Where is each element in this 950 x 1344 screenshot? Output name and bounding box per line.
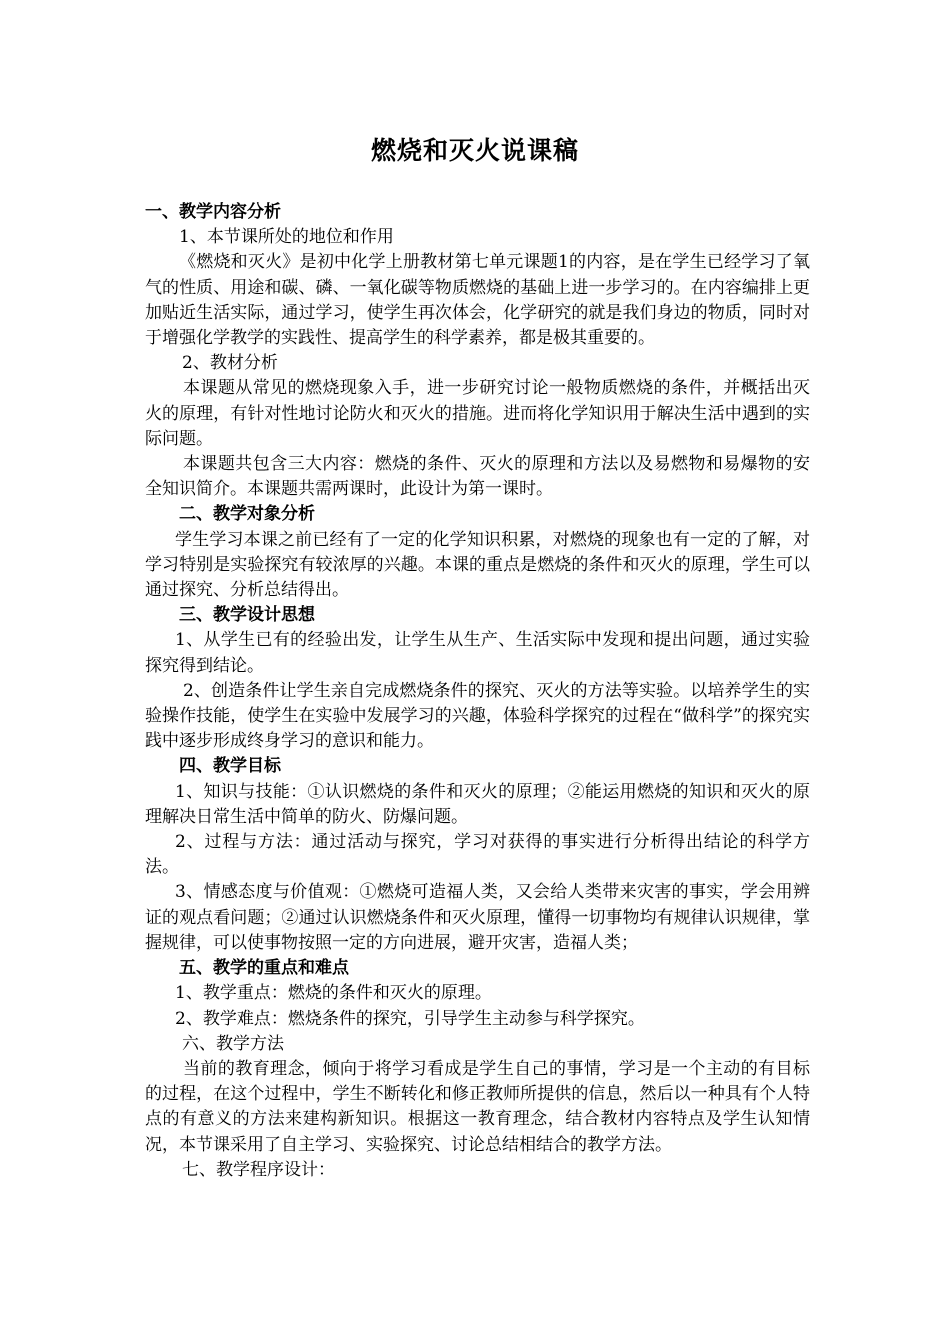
paragraph-textbook-analysis-2: 本课题共包含三大内容：燃烧的条件、灭火的原理和方法以及易燃物和易爆物的安全知识简介。本课题共需两课时，此设计为第一课时。 — [145, 454, 810, 500]
paragraph-goal-process: 2、过程与方法：通过活动与探究，学习对获得的事实进行分析得出结论的科学方法。 — [145, 832, 810, 878]
document-title: 燃烧和灭火说课稿 — [370, 136, 579, 165]
section-heading-7: 七、教学程序设计： — [182, 1159, 335, 1180]
section-heading-1: 一、教学内容分析 — [145, 202, 281, 222]
paragraph-goal-knowledge: 1、知识与技能：①认识燃烧的条件和灭火的原理；②能运用燃烧的知识和灭火的原理解决日常生活中简单的防火、防爆问题。 — [145, 781, 810, 827]
paragraph-goal-attitude: 3、情感态度与价值观：①燃烧可造福人类，又会给人类带来灾害的事实，学会用辨证的观点看问题；②通过认识燃烧条件和灭火原理，懂得一切事物均有规律认识规律，掌握规律，可以使事物按照一定的方向进展，避开灾害，造福人类； — [145, 882, 810, 953]
paragraph-students: 学生学习本课之前已经有了一定的化学知识积累，对燃烧的现象也有一定的了解，对学习特别是实验探究有较浓厚的兴趣。本课的重点是燃烧的条件和灭火的原理，学生可以通过探究、分析总结得出。 — [145, 529, 810, 601]
section-heading-2: 二、教学对象分析 — [179, 504, 315, 525]
paragraph-position-role: 《燃烧和灭火》是初中化学上册教材第七单元课题1的内容，是在学生已经学习了氧气的性质、用途和碳、磷、一氧化碳等物质燃烧的基础上进一步学习的。在内容编排上更加贴近生活实际，通过学习，使学生再次体会，化学研究的就是我们身边的物质，同时对于增强化学教学的实践性、提高学生的科学素养，都是极其重要的。 — [145, 252, 810, 349]
paragraph-design-2: 2、创造条件让学生亲自完成燃烧条件的探究、灭火的方法等实验。以培养学生的实验操作技能，使学生在实验中发展学习的兴趣，体验科学探究的过程在“做科学”的探究实践中逐步形成终身学习的意识和能力。 — [145, 680, 810, 752]
section-heading-3: 三、教学设计思想 — [179, 605, 315, 626]
paragraph-method: 当前的教育理念，倾向于将学习看成是学生自己的事情，学习是一个主动的有目标的过程，在这个过程中，学生不断转化和修正教师所提供的信息，然后以一种具有个人特点的有意义的方法来建构新知识。根据这一教育理念，结合教材内容特点及学生认知情况，本节课采用了自主学习、实验探究、讨论总结相结合的教学方法。 — [145, 1058, 810, 1155]
document-body — [145, 200, 810, 1183]
paragraph-design-1: 1、从学生已有的经验出发，让学生从生产、生活实际中发现和提出问题，通过实验探究得到结论。 — [145, 630, 810, 676]
section-heading-6: 六、教学方法 — [182, 1033, 284, 1054]
section-heading-5: 五、教学的重点和难点 — [179, 958, 349, 979]
paragraph-key-point: 1、教学重点：燃烧的条件和灭火的原理。 — [175, 983, 492, 1004]
subsection-heading-1-1: 1、本节课所处的地位和作用 — [179, 227, 394, 248]
subsection-heading-1-2: 2、教材分析 — [182, 353, 278, 374]
paragraph-difficulty: 2、教学难点：燃烧条件的探究，引导学生主动参与科学探究。 — [175, 1008, 645, 1029]
paragraph-textbook-analysis-1: 本课题从常见的燃烧现象入手，进一步研究讨论一般物质燃烧的条件，并概括出灭火的原理，有针对性地讨论防火和灭火的措施。进而将化学知识用于解决生活中遇到的实际问题。 — [145, 378, 810, 449]
section-heading-4: 四、教学目标 — [179, 756, 281, 777]
